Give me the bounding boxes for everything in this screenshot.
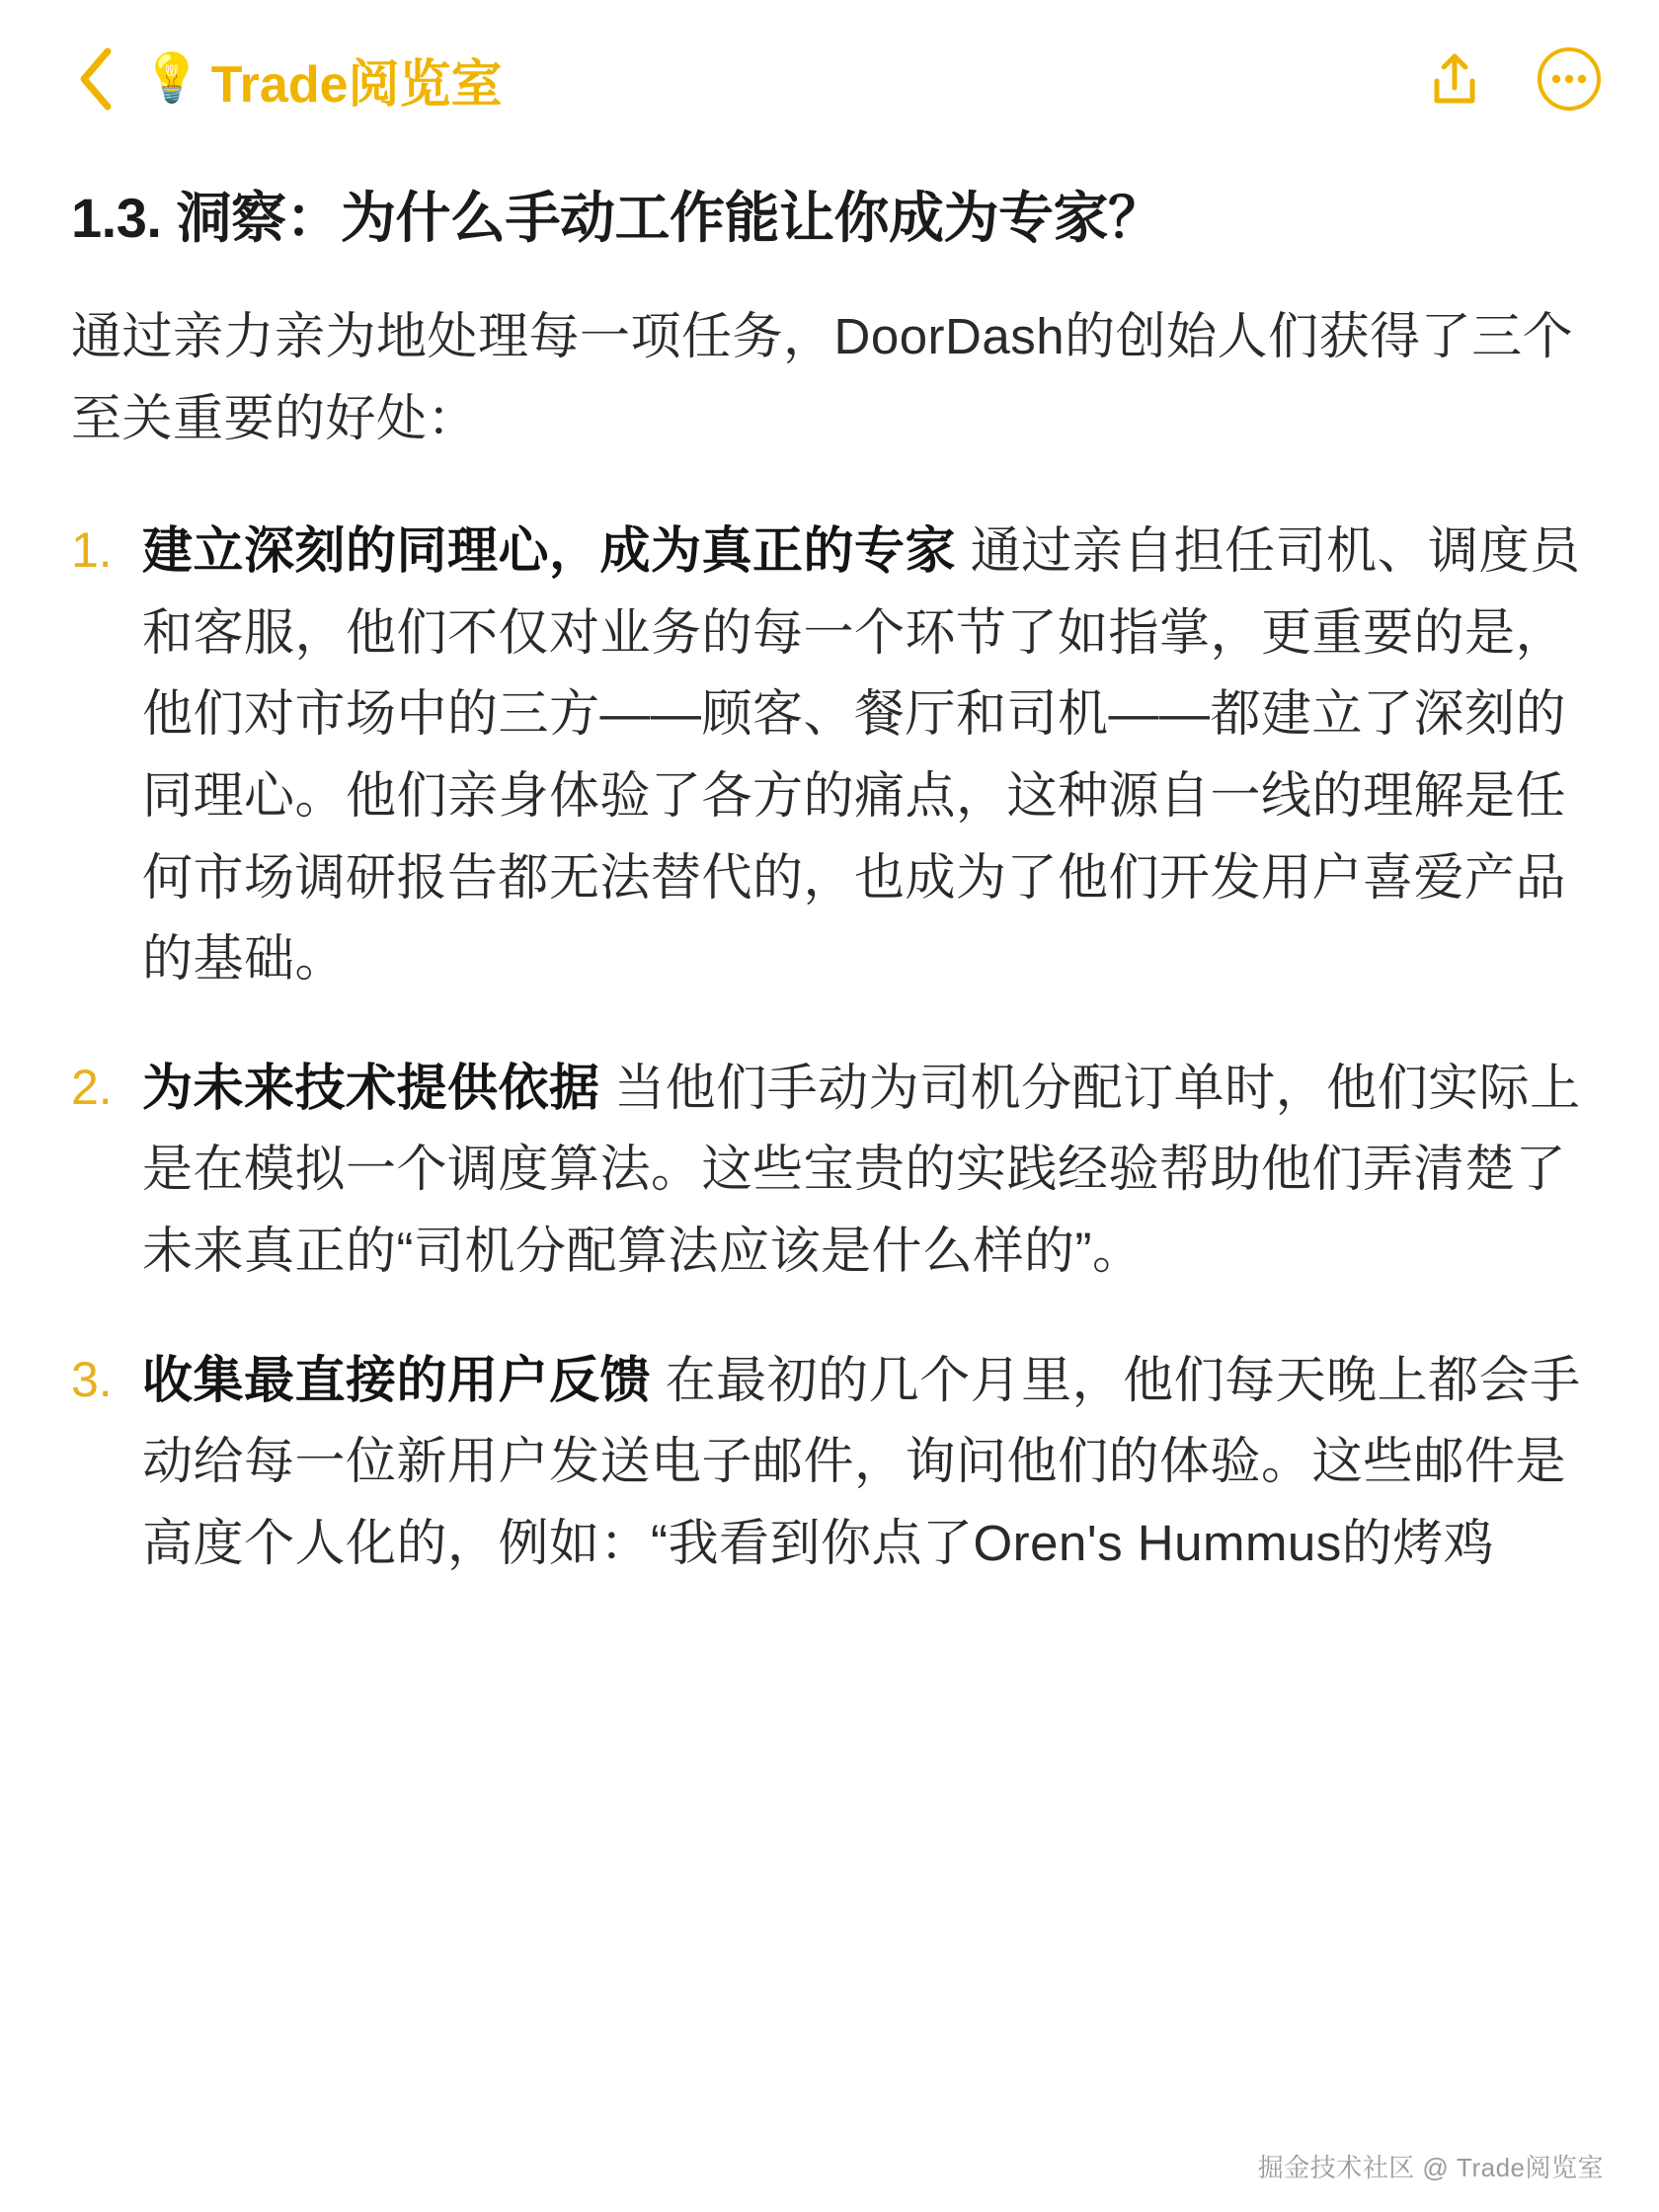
list-item-number: 1. <box>71 522 113 579</box>
list-item-text: 当他们手动为司机分配订单时，他们实际上是在模拟一个调度算法。这些宝贵的实践经验帮助他们弄清楚了未来真正的“司机分配算法应该是什么样的”。 <box>142 1059 1581 1280</box>
chevron-left-icon <box>75 46 115 112</box>
benefits-list <box>71 511 1598 1584</box>
section-heading: 1.3. 洞察：为什么手动工作能让你成为专家？ <box>71 187 1163 249</box>
article-content <box>0 184 1659 1585</box>
list-item-body <box>142 1340 1598 1585</box>
watermark: 掘金技术社区 @ Trade阅览室 <box>1257 2153 1604 2182</box>
list-item-body <box>142 1048 1598 1293</box>
more-horizontal-icon <box>1537 46 1602 112</box>
list-item <box>71 1340 1598 1585</box>
list-item-text: 在最初的几个月里，他们每天晚上都会手动给每一位新用户发送电子邮件，询问他们的体验。这些邮件是高度个人化的，例如：“我看到你点了Oren's Hummus的烤鸡 <box>142 1351 1581 1571</box>
back-button[interactable] <box>69 43 120 115</box>
list-item-number: 2. <box>71 1059 113 1115</box>
list-item-lead: 为未来技术提供依据 <box>142 1059 600 1116</box>
app-header <box>0 0 1659 158</box>
lightbulb-icon: 💡 <box>142 52 201 105</box>
list-item-body <box>142 511 1598 1000</box>
share-upload-icon <box>1424 48 1485 110</box>
list-item-lead: 建立深刻的同理心，成为真正的专家 <box>142 522 957 580</box>
intro-paragraph: 通过亲力亲为地处理每一项任务，DoorDash的创始人们获得了三个至关重要的好处： <box>71 308 1574 446</box>
header-title-group <box>142 42 1420 117</box>
page-title: Trade阅览室 <box>210 55 503 114</box>
header-actions <box>1420 44 1604 114</box>
list-item-lead: 收集最直接的用户反馈 <box>142 1351 652 1408</box>
list-item <box>71 511 1598 1000</box>
more-options-button[interactable] <box>1535 44 1604 114</box>
list-item <box>71 1048 1598 1293</box>
share-button[interactable] <box>1420 44 1489 114</box>
list-item-number: 3. <box>71 1351 113 1407</box>
list-item-text: 通过亲自担任司机、调度员和客服，他们不仅对业务的每一个环节了如指掌，更重要的是，他们对市场中的三方——顾客、餐厅和司机——都建立了深刻的同理心。他们亲身体验了各方的痛点，这种源自一线的理解是任何市场调研报告都无法替代的，也成为了他们开发用户喜爱产品的基础。 <box>142 522 1581 988</box>
